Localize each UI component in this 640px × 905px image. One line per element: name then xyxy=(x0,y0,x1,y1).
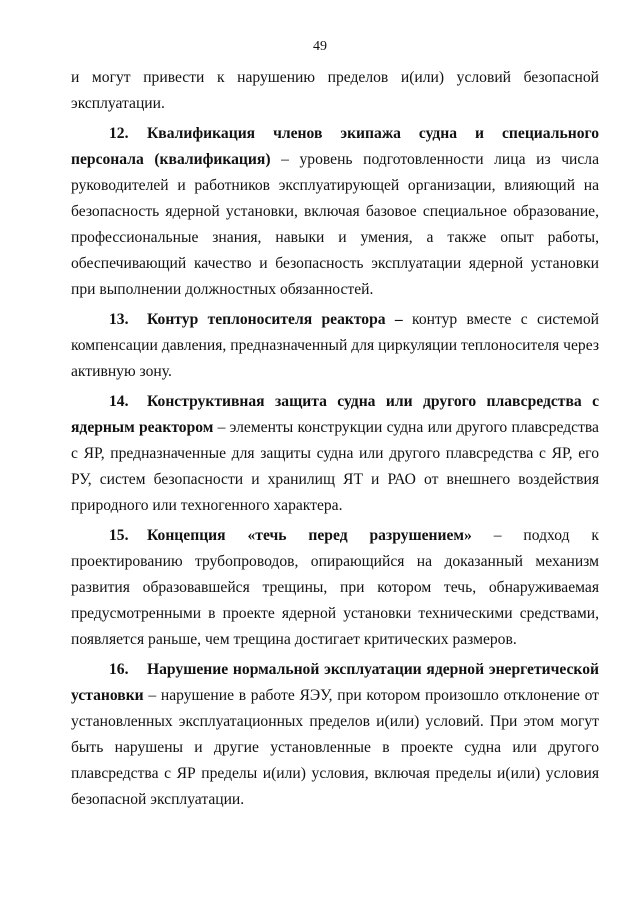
document-body xyxy=(71,65,599,817)
item-number: 13. xyxy=(109,311,129,328)
item-term: Конструктивная защита судна или другого плавсредства с ядерным реактором xyxy=(71,393,599,436)
item-definition: контур вместе с системой компенсации давления, предназначенный для циркуляции теплоносителя через активную зону. xyxy=(71,311,599,380)
item-number: 12. xyxy=(109,125,129,142)
item-number: 15. xyxy=(109,527,129,544)
intro-paragraph: и могут привести к нарушению пределов и(или) условий безопасной эксплуатации. xyxy=(71,69,599,112)
item-definition: – уровень подготовленности лица из числа руководителей и работников эксплуатирующей организации, влияющий на безопасность ядерной установки, включая базовое специальное образование, профессиональные знания, навыки и умения, а также опыт работы, обеспечивающий качество и безопасность эксплуатации ядерной установки при выполнении должностных обязанностей. xyxy=(71,151,600,298)
item-definition: – элементы конструкции судна или другого плавсредства с ЯР, предназначенные для защиты судна или другого плавсредства с ЯР, его РУ, систем безопасности и хранилищ ЯТ и РАО от внешнего воздействия природного или техногенного характера. xyxy=(71,419,599,514)
item-definition: – подход к проектированию трубопроводов, опирающийся на доказанный механизм развития образовавшейся трещины, при котором течь, обнаруживаемая предусмотренными в проекте ядерной установки техническими средствами, появляется раньше, чем трещина достигает критических размеров. xyxy=(71,527,599,648)
definition-item-13 xyxy=(71,307,599,385)
definition-item-12 xyxy=(71,121,599,303)
item-term: Контур теплоносителя реактора – xyxy=(147,311,403,328)
page-number: 49 xyxy=(313,39,327,54)
item-term: Концепция «течь перед разрушением» xyxy=(147,527,472,544)
item-term: Квалификация членов экипажа судна и специального персонала (квалификация) xyxy=(71,125,599,168)
item-definition: – нарушение в работе ЯЭУ, при котором произошло отклонение от установленных эксплуатационных пределов и(или) условий. При этом могут быть нарушены и другие установленные в проекте судна или другого плавсредства с ЯР пределы и(или) условия, включая пределы и(или) условия безопасной эксплуатации. xyxy=(71,687,599,808)
definition-item-16 xyxy=(71,657,599,813)
definition-item-15 xyxy=(71,523,599,653)
definition-item-14 xyxy=(71,389,599,519)
item-number: 14. xyxy=(109,393,129,410)
item-term: Нарушение нормальной эксплуатации ядерной энергетической установки xyxy=(71,661,599,704)
item-number: 16. xyxy=(109,661,129,678)
